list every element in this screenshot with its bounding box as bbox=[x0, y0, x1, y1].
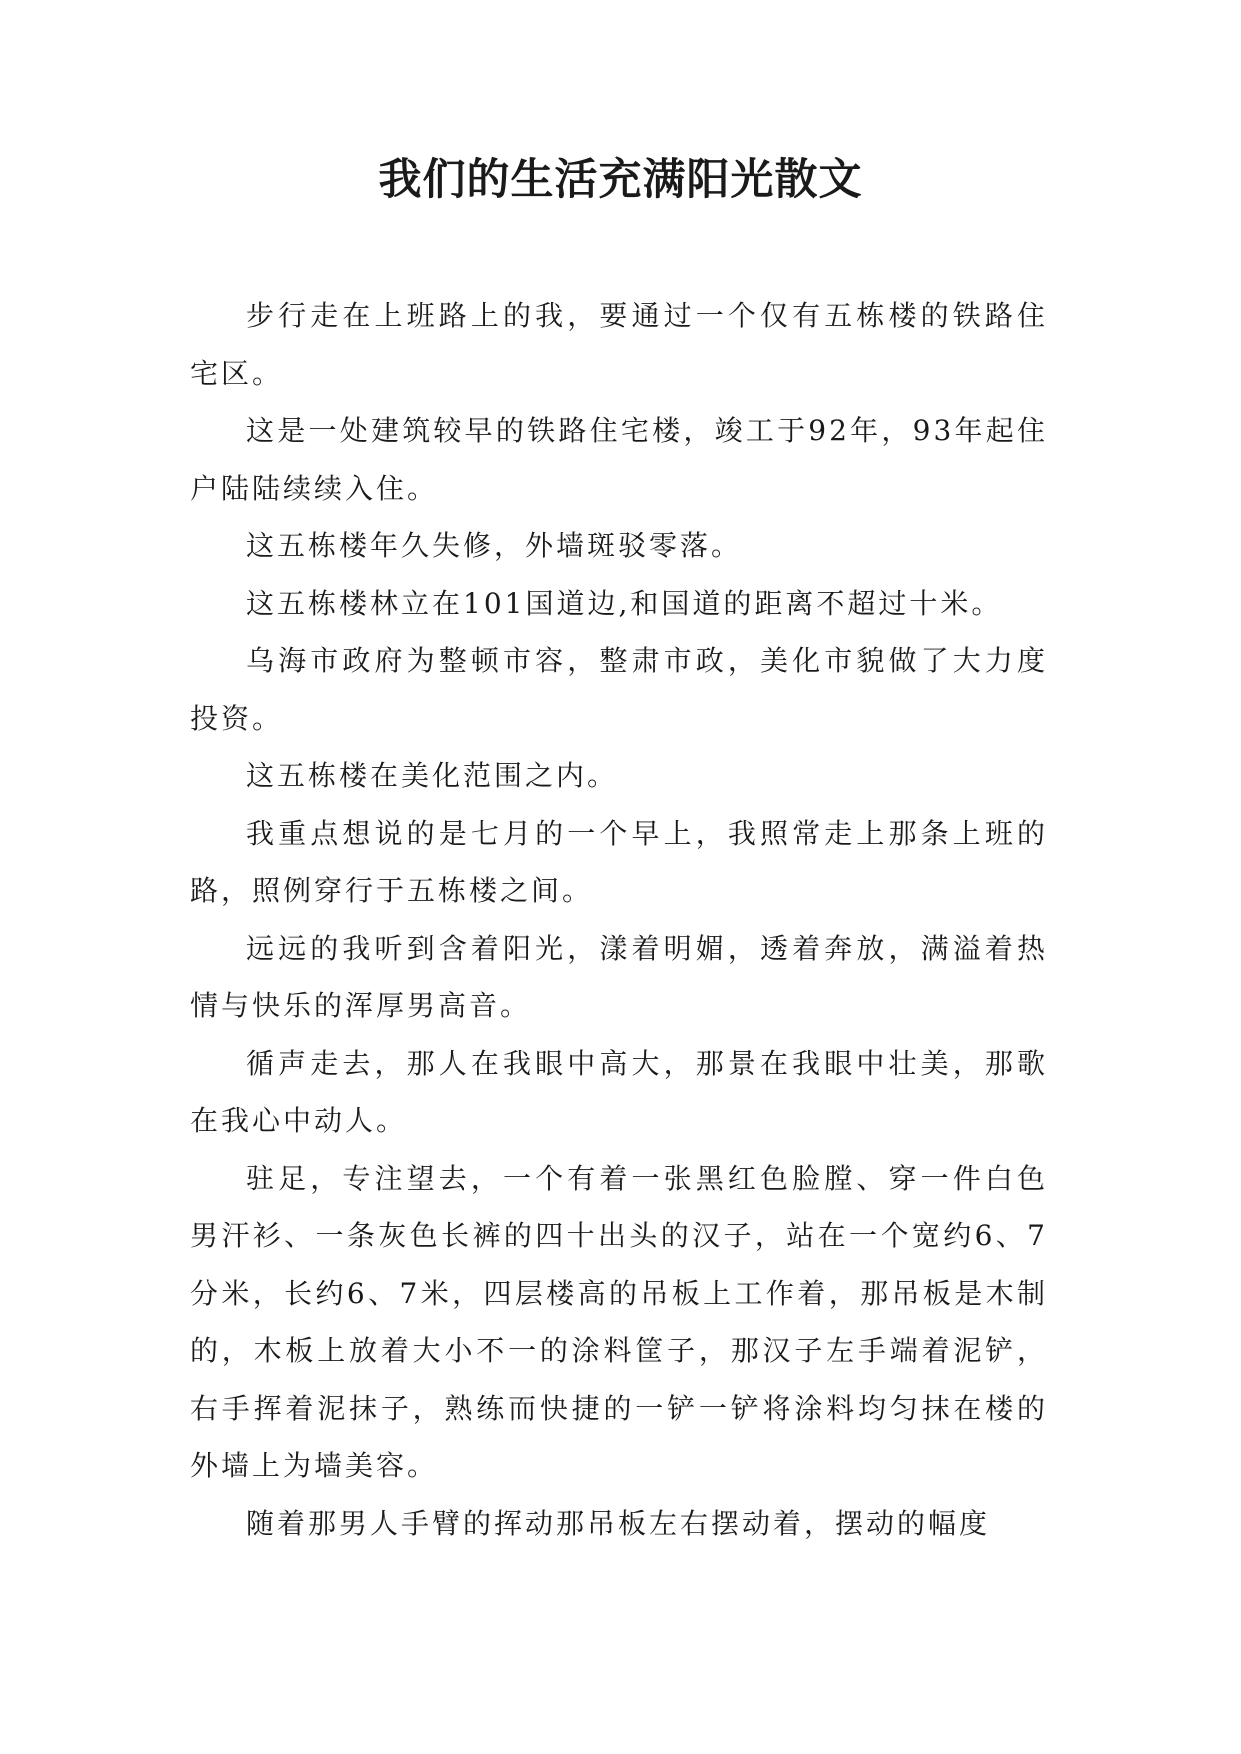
document-body bbox=[190, 287, 1048, 1552]
paragraph: 步行走在上班路上的我，要通过一个仅有五栋楼的铁路住宅区。 bbox=[190, 299, 1048, 390]
paragraph: 我重点想说的是七月的一个早上，我照常走上那条上班的路，照例穿行于五栋楼之间。 bbox=[190, 816, 1048, 907]
paragraph: 这是一处建筑较早的铁路住宅楼，竣工于92年，93年起住户陆陆续续入住。 bbox=[190, 414, 1048, 505]
paragraph: 循声走去，那人在我眼中高大，那景在我眼中壮美，那歌在我心中动人。 bbox=[190, 1046, 1048, 1137]
paragraph: 随着那男人手臂的挥动那吊板左右摆动着，摆动的幅度 bbox=[246, 1506, 991, 1540]
paragraph: 这五栋楼在美化范围之内。 bbox=[246, 759, 619, 792]
document-title: 我们的生活充满阳光散文 bbox=[378, 155, 863, 205]
paragraph: 远远的我听到含着阳光，漾着明媚，透着奔放，满溢着热情与快乐的浑厚男高音。 bbox=[190, 931, 1048, 1022]
paragraph: 乌海市政府为整顿市容，整肃市政，美化市貌做了大力度投资。 bbox=[190, 644, 1048, 735]
paragraph: 驻足，专注望去，一个有着一张黑红色脸膛、穿一件白色男汗衫、一条灰色长裤的四十出头的汉子，站在一个宽约6、7分米，长约6、7米，四层楼高的吊板上工作着，那吊板是木制的，木板上放着大小不一的涂料筐子，那汉子左手端着泥铲，右手挥着泥抹子，熟练而快捷的一铲一铲将涂料均匀抹在楼的外墙上为墙美容。 bbox=[190, 1161, 1048, 1482]
paragraph: 这五栋楼年久失修，外墙斑驳零落。 bbox=[246, 529, 743, 562]
paragraph: 这五栋楼林立在101国道边,和国道的距离不超过十米。 bbox=[246, 586, 1003, 620]
